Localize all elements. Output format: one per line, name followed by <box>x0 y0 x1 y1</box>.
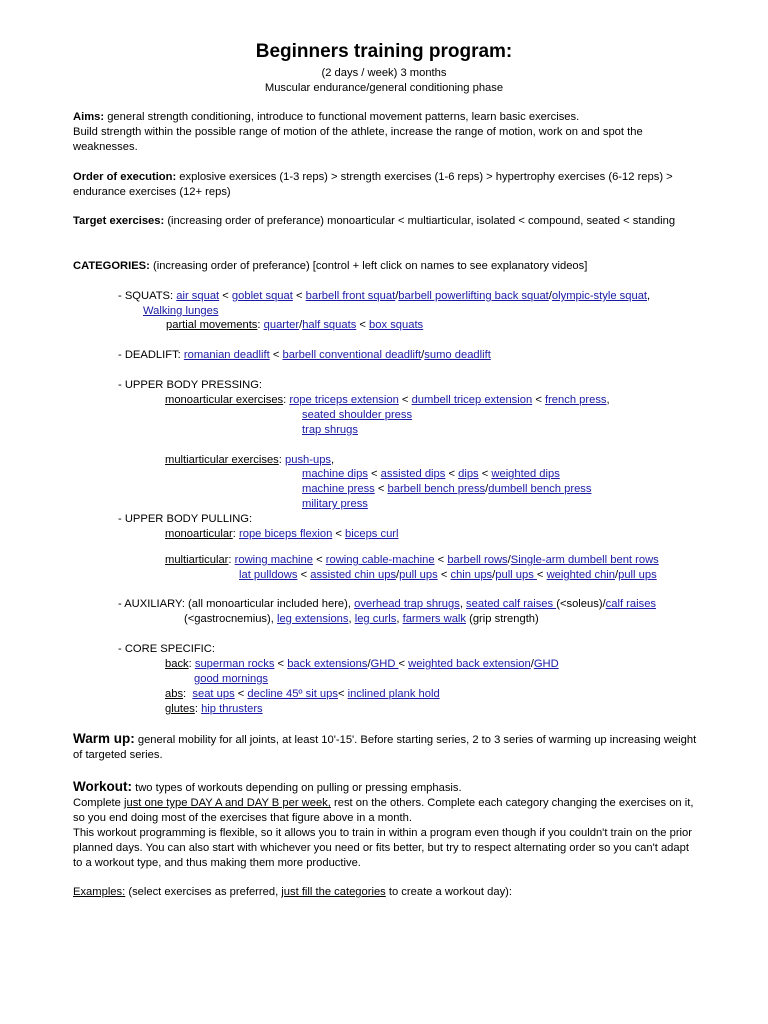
examples-text-2: to create a workout day): <box>385 886 512 898</box>
auxiliary-soleus: (<soleus)/ <box>556 598 606 610</box>
deadlift-line: - DEADLIFT: romanian deadlift < barbell conventional deadlift/sumo deadlift <box>118 349 491 361</box>
link-seat-ups[interactable]: seat ups <box>192 688 235 700</box>
link-box-squats[interactable]: box squats <box>369 319 424 331</box>
link-barbell-rows[interactable]: barbell rows <box>447 554 508 566</box>
link-rope-triceps-extension[interactable]: rope triceps extension <box>289 394 399 406</box>
examples-paragraph <box>73 885 698 900</box>
pressing-multi-line-4 <box>302 497 368 511</box>
warmup-label: Warm up: <box>73 731 135 746</box>
link-quarter[interactable]: quarter <box>263 319 300 331</box>
core-abs-line: abs: seat ups < decline 45º sit ups< inclined plank hold <box>165 688 440 700</box>
link-trap-shrugs[interactable]: trap shrugs <box>302 424 358 436</box>
link-ghd-2[interactable]: GHD <box>533 658 559 670</box>
upper-pressing-heading: - UPPER BODY PRESSING: <box>118 379 263 391</box>
pulling-mono-line: monoarticular: rope biceps flexion < biceps curl <box>165 528 399 540</box>
link-pull-ups-2[interactable]: pull ups <box>495 569 537 581</box>
link-dumbell-bench-press[interactable]: dumbell bench press <box>488 483 592 495</box>
aims-label: Aims: <box>73 111 105 123</box>
link-machine-dips[interactable]: machine dips <box>302 468 368 480</box>
link-superman-rocks[interactable]: superman rocks <box>194 658 275 670</box>
link-back-extensions[interactable]: back extensions <box>287 658 368 670</box>
workout-p2: This workout programming is flexible, so it allows you to train in within a program even though if you couldn't train on the prior planned days. You can also start with whichever you need or fits better, but try to respect alternating order so you can't adapt to a workout type, and thus making them more productive. <box>73 827 692 869</box>
link-goblet-squat[interactable]: goblet squat <box>231 290 293 302</box>
core-back-line-2 <box>194 672 268 686</box>
link-inclined-plank-hold[interactable]: inclined plank hold <box>347 688 440 700</box>
pressing-mono-label: monoarticular exercises <box>165 394 284 406</box>
pressing-mono-line-2 <box>302 408 412 422</box>
link-chin-ups[interactable]: chin ups <box>450 569 493 581</box>
auxiliary-line: - AUXILIARY: (all monoarticular included here), overhead trap shrugs, seated calf raises (<soleus)/calf raises <box>118 598 657 610</box>
link-biceps-curl[interactable]: biceps curl <box>345 528 399 540</box>
link-weighted-chin[interactable]: weighted chin <box>546 569 615 581</box>
link-leg-curls[interactable]: leg curls <box>354 613 397 625</box>
core-back-label: back <box>165 658 189 670</box>
link-rope-biceps-flexion[interactable]: rope biceps flexion <box>239 528 333 540</box>
examples-text-1: (select exercises as preferred, <box>125 886 282 898</box>
subtitle-frequency: (2 days / week) 3 months <box>321 67 447 79</box>
link-calf-raises[interactable]: calf raises <box>605 598 657 610</box>
link-barbell-front-squat[interactable]: barbell front squat <box>305 290 396 302</box>
aims-paragraph <box>73 110 698 155</box>
categories-text: (increasing order of preferance) [control + left click on names to see explanatory videos] <box>149 260 588 272</box>
aims-text: general strength conditioning, introduce to functional movement patterns, learn basic exercises. <box>104 111 580 123</box>
core-heading: - CORE SPECIFIC: <box>118 643 215 655</box>
categories-paragraph <box>73 259 698 274</box>
squats-line-2 <box>143 304 218 318</box>
aims-text-2: Build strength within the possible range of motion of the athlete, increase the range of motion, work on and spot the weaknesses. <box>73 126 643 153</box>
warmup-text: general mobility for all joints, at least 10'-15'. Before starting series, 2 to 3 series of warming up increasing weight of targeted series. <box>73 734 697 761</box>
link-walking-lunges[interactable]: Walking lunges <box>143 305 219 317</box>
partial-movements-label: partial movements <box>166 319 258 331</box>
pulling-multi-line-2: lat pulldows < assisted chin ups/pull ups < chin ups/pull ups < weighted chin/pull ups <box>239 569 657 581</box>
order-paragraph <box>73 170 698 200</box>
workout-text: two types of workouts depending on pulling or pressing emphasis. <box>132 782 462 794</box>
link-decline-sit-ups[interactable]: decline 45º sit ups <box>247 688 338 700</box>
partial-movements-line: partial movements: quarter/half squats < box squats <box>166 319 424 331</box>
squats-line: - SQUATS: air squat < goblet squat < barbell front squat/barbell powerlifting back squat/olympic-style squat, <box>118 290 651 302</box>
pressing-multi-line: multiarticular exercises: push-ups, <box>165 454 335 466</box>
workout-paragraph <box>73 779 698 871</box>
auxiliary-label: - AUXILIARY: (all monoarticular included here), <box>118 598 355 610</box>
core-glutes-line: glutes: hip thrusters <box>165 703 263 715</box>
pressing-multi-label: multiarticular exercises <box>165 454 279 466</box>
link-half-squats[interactable]: half squats <box>302 319 357 331</box>
title-block <box>0 40 768 64</box>
upper-pulling-heading: - UPPER BODY PULLING: <box>118 513 253 525</box>
target-paragraph <box>73 214 698 229</box>
link-weighted-dips[interactable]: weighted dips <box>491 468 560 480</box>
link-ghd-1[interactable]: GHD <box>370 658 399 670</box>
link-rowing-cable-machine[interactable]: rowing cable-machine <box>325 554 435 566</box>
pulling-multi-label: multiarticular <box>165 554 229 566</box>
link-pull-ups-3[interactable]: pull ups <box>618 569 657 581</box>
target-label: Target exercises: <box>73 215 165 227</box>
link-hip-thrusters[interactable]: hip thrusters <box>201 703 263 715</box>
link-barbell-conventional-deadlift[interactable]: barbell conventional deadlift <box>282 349 422 361</box>
page-title: Beginners training program: <box>255 41 513 62</box>
link-dumbell-tricep-extension[interactable]: dumbell tricep extension <box>411 394 533 406</box>
link-seated-calf-raises[interactable]: seated calf raises <box>466 598 557 610</box>
workout-p1-underlined: just one type DAY A and DAY B per week, <box>124 797 331 809</box>
warmup-paragraph <box>73 731 698 763</box>
link-french-press[interactable]: french press <box>544 394 607 406</box>
order-text: explosive exersices (1-3 reps) > strength exercises (1-6 reps) > hypertrophy exercises (6-12 reps) > endurance exercises (12+ reps) <box>73 171 673 198</box>
link-single-arm-dumbell-bent-rows[interactable]: Single-arm dumbell bent rows <box>510 554 659 566</box>
workout-p1-post: rest on the others. Complete each category changing the exercises on it, so you end doing most of the exercises that figure above in a month. <box>73 797 694 824</box>
subtitle-phase: Muscular endurance/general conditioning phase <box>264 82 504 94</box>
link-barbell-bench-press[interactable]: barbell bench press <box>387 483 486 495</box>
link-rowing-machine[interactable]: rowing machine <box>234 554 313 566</box>
auxiliary-grip: (grip strength) <box>466 613 539 625</box>
link-romanian-deadlift[interactable]: romanian deadlift <box>183 349 270 361</box>
pulling-multi-line: multiarticular: rowing machine < rowing cable-machine < barbell rows/Single-arm dumbell bent rows <box>165 554 659 566</box>
auxiliary-gastro: (<gastrocnemius), <box>184 613 277 625</box>
categories-label: CATEGORIES: <box>73 260 150 272</box>
link-overhead-trap-shrugs[interactable]: overhead trap shrugs <box>354 598 460 610</box>
link-good-mornings[interactable]: good mornings <box>194 673 269 685</box>
link-machine-press[interactable]: machine press <box>302 483 375 495</box>
pressing-mono-line: monoarticular exercises: rope triceps extension < dumbell tricep extension < french press, <box>165 394 610 406</box>
pressing-multi-line-2: machine dips < assisted dips < dips < weighted dips <box>302 468 560 480</box>
link-sumo-deadlift[interactable]: sumo deadlift <box>424 349 491 361</box>
link-olympic-style-squat[interactable]: olympic-style squat <box>551 290 648 302</box>
pressing-multi-line-3: machine press < barbell bench press/dumbell bench press <box>302 483 592 495</box>
link-military-press[interactable]: military press <box>302 498 368 510</box>
core-back-line: back: superman rocks < back extensions/GHD < weighted back extension/GHD <box>165 658 559 670</box>
link-dips[interactable]: dips <box>458 468 479 480</box>
link-weighted-back-extension[interactable]: weighted back extension <box>408 658 531 670</box>
order-label: Order of execution: <box>73 171 177 183</box>
workout-p1-pre: Complete <box>73 797 124 809</box>
examples-label: Examples: <box>73 886 126 898</box>
examples-underlined: just fill the categories <box>281 886 386 898</box>
link-pull-ups-1[interactable]: pull ups <box>399 569 438 581</box>
link-lat-pulldows[interactable]: lat pulldows <box>239 569 298 581</box>
link-leg-extensions[interactable]: leg extensions <box>276 613 349 625</box>
squats-label: - SQUATS: <box>118 290 177 302</box>
link-seated-shoulder-press[interactable]: seated shoulder press <box>302 409 413 421</box>
link-air-squat[interactable]: air squat <box>176 290 220 302</box>
target-text: (increasing order of preferance) monoarticular < multiarticular, isolated < compound, seated < standing <box>164 215 676 227</box>
auxiliary-line-2: (<gastrocnemius), leg extensions, leg curls, farmers walk (grip strength) <box>184 613 539 625</box>
pressing-mono-line-3 <box>302 423 358 437</box>
link-farmers-walk[interactable]: farmers walk <box>402 613 466 625</box>
core-abs-label: abs <box>165 688 184 700</box>
link-push-ups[interactable]: push-ups <box>285 454 332 466</box>
core-glutes-label: glutes <box>165 703 195 715</box>
link-barbell-powerlifting-back-squat[interactable]: barbell powerlifting back squat <box>398 290 549 302</box>
link-assisted-dips[interactable]: assisted dips <box>380 468 446 480</box>
deadlift-label: - DEADLIFT: <box>118 349 184 361</box>
link-assisted-chin-ups[interactable]: assisted chin ups <box>310 569 397 581</box>
workout-label: Workout: <box>73 779 132 794</box>
pulling-mono-label: monoarticular <box>165 528 233 540</box>
